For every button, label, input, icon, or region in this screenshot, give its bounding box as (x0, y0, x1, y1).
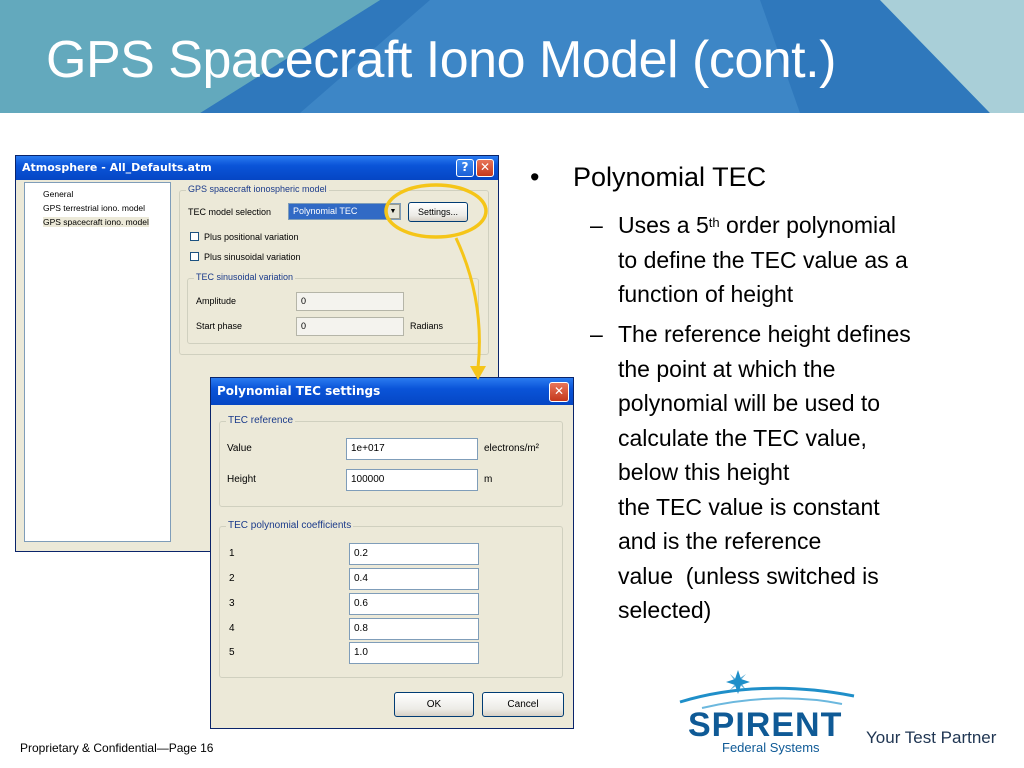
tec-model-selected-value: Polynomial TEC (293, 206, 358, 216)
tree-item-gps-spacecraft-iono[interactable]: GPS spacecraft iono. model (43, 217, 149, 227)
amplitude-label: Amplitude (196, 296, 237, 306)
tree-item-general[interactable]: General (43, 189, 74, 199)
tec-model-selection-label: TEC model selection (188, 207, 272, 217)
bullet-dot: • (530, 162, 540, 192)
sub1-part2: order polynomial (719, 212, 897, 238)
bullet-main-text: Polynomial TEC (573, 162, 767, 192)
help-icon[interactable]: ? (456, 159, 474, 177)
tec-reference-group-title: TEC reference (228, 415, 294, 426)
amplitude-field[interactable]: 0 (296, 292, 404, 311)
sub2-line: selected) (618, 597, 712, 623)
tec-coefficients-group-title: TEC polynomial coefficients (228, 520, 352, 531)
brand-name: SPIRENT (688, 706, 843, 744)
sub2-line: and is the reference (618, 528, 822, 554)
sub-bullet-dash: – (590, 212, 603, 238)
sub2-line: polynomial will be used to (618, 390, 881, 416)
reference-value-label: Value (227, 443, 252, 454)
ok-button[interactable]: OK (394, 692, 474, 717)
coefficient-field-4[interactable]: 0.8 (349, 618, 479, 640)
coefficient-label-3: 3 (229, 598, 235, 609)
tec-reference-group (219, 415, 563, 507)
coefficient-field-2[interactable]: 0.4 (349, 568, 479, 590)
plus-positional-checkbox[interactable] (190, 232, 199, 241)
start-phase-field[interactable]: 0 (296, 317, 404, 336)
footer-text: Proprietary & Confidential—Page 16 (20, 741, 214, 755)
atmosphere-window-title: Atmosphere - All_Defaults.atm (22, 161, 212, 174)
sub2-line: value (unless switched is (618, 562, 879, 589)
brand-division: Federal Systems (722, 740, 820, 755)
coefficient-field-1[interactable]: 0.2 (349, 543, 479, 565)
sub2-line: the point at which the (618, 355, 836, 382)
cancel-button[interactable]: Cancel (482, 692, 564, 717)
plus-positional-label: Plus positional variation (204, 232, 299, 242)
reference-height-label: Height (227, 474, 256, 485)
settings-tree (24, 182, 171, 542)
reference-height-field[interactable]: 100000 (346, 469, 478, 491)
close-icon[interactable]: ✕ (476, 159, 494, 177)
tree-item-gps-terrestrial-iono[interactable]: GPS terrestrial iono. model (43, 203, 146, 213)
brand-tagline: Your Test Partner (866, 728, 997, 747)
plus-sinusoidal-label: Plus sinusoidal variation (204, 252, 301, 262)
coefficient-label-1: 1 (229, 548, 235, 559)
polynomial-titlebar (211, 378, 573, 405)
sub1-line: to define the TEC value as a (618, 246, 908, 273)
sub1-part1: Uses a 5 (618, 212, 709, 238)
sub1-line: function of height (618, 281, 794, 307)
coefficient-label-2: 2 (229, 573, 235, 584)
chevron-down-icon[interactable]: ▼ (386, 204, 400, 219)
reference-value-field[interactable]: 1e+017 (346, 438, 478, 460)
reference-height-unit: m (484, 474, 493, 485)
reference-value-unit: electrons/m² (484, 443, 540, 454)
sub2-line: the TEC value is constant (618, 493, 880, 520)
plus-sinusoidal-checkbox[interactable] (190, 252, 199, 261)
sub-bullet-dash: – (590, 321, 603, 347)
atmosphere-titlebar (16, 156, 498, 180)
slide-title: GPS Spacecraft Iono Model (cont.) (46, 31, 836, 89)
coefficient-field-3[interactable]: 0.6 (349, 593, 479, 615)
start-phase-label: Start phase (196, 321, 243, 331)
tec-model-select[interactable] (288, 203, 401, 220)
coefficient-label-5: 5 (229, 647, 235, 658)
close-icon[interactable]: ✕ (549, 382, 569, 402)
tec-sinusoidal-group-title: TEC sinusoidal variation (196, 272, 294, 282)
settings-button[interactable]: Settings... (408, 202, 468, 222)
polynomial-window-title: Polynomial TEC settings (217, 384, 381, 398)
start-phase-unit: Radians (410, 321, 444, 331)
gps-spacecraft-iono-group-title: GPS spacecraft ionospheric model (188, 184, 327, 194)
coefficient-label-4: 4 (229, 623, 235, 634)
sub2-line: The reference height defines (618, 321, 911, 347)
coefficient-field-5[interactable]: 1.0 (349, 642, 479, 664)
sub1-superscript: th (708, 215, 720, 230)
sub2-line: calculate the TEC value, (618, 424, 867, 451)
sub2-line: below this height (618, 459, 790, 485)
